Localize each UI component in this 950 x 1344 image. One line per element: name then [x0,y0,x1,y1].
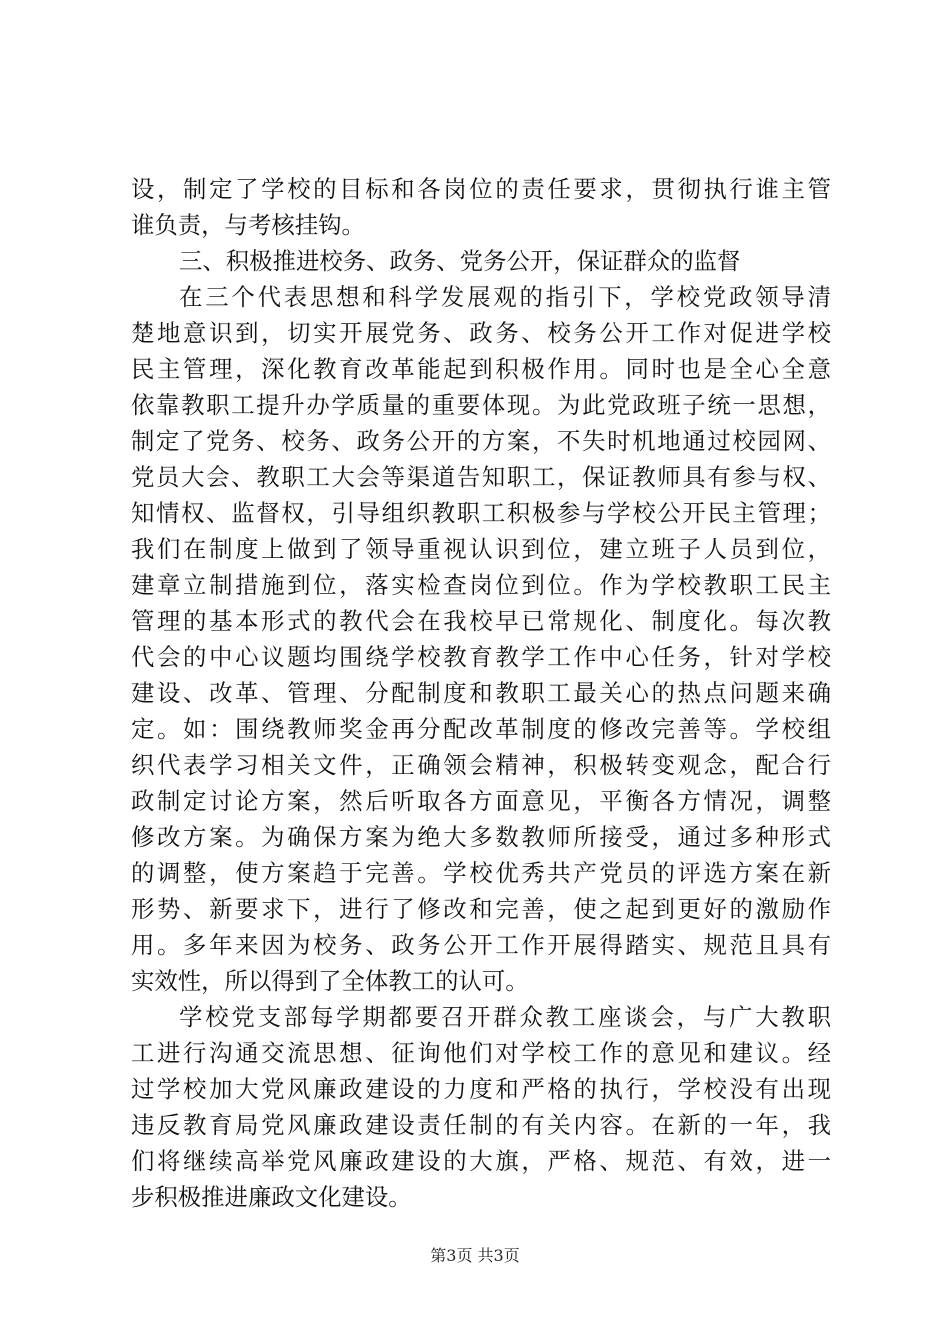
text-line: 织代表学习相关文件，正确领会精神，积极转变观念，配合行 [131,751,831,779]
text-line: 学校党支部每学期都要召开群众教工座谈会，与广大教职 [179,1003,831,1031]
text-line: 修改方案。为确保方案为绝大多数教师所接受，通过多种形式 [131,823,831,851]
text-line: 违反教育局党风廉政建设责任制的有关内容。在新的一年，我 [131,1111,831,1139]
text-line: 政制定讨论方案，然后听取各方面意见，平衡各方情况，调整 [131,787,831,815]
text-line: 谁负责，与考核挂钩。 [131,211,365,239]
text-line: 的调整，使方案趋于完善。学校优秀共产党员的评选方案在新 [131,859,831,887]
text-line: 依靠教职工提升办学质量的重要体现。为此党政班子统一思想， [131,391,831,419]
section-heading: 三、积极推进校务、政务、党务公开，保证群众的监督 [179,247,741,275]
text-line: 步积极推进廉政文化建设。 [131,1183,412,1211]
text-line: 定。如：围绕教师奖金再分配改革制度的修改完善等。学校组 [131,715,831,743]
page-number-footer: 第3页 共3页 [430,1246,520,1265]
text-line: 过学校加大党风廉政建设的力度和严格的执行，学校没有出现 [131,1075,831,1103]
text-line: 制定了党务、校务、政务公开的方案，不失时机地通过校园网、 [131,427,831,455]
text-line: 民主管理，深化教育改革能起到积极作用。同时也是全心全意 [131,355,831,383]
text-line: 在三个代表思想和科学发展观的指引下，学校党政领导清 [179,283,831,311]
text-line: 管理的基本形式的教代会在我校早已常规化、制度化。每次教 [131,607,831,635]
text-line: 实效性，所以得到了全体教工的认可。 [131,967,529,995]
text-line: 们将继续高举党风廉政建设的大旗，严格、规范、有效，进一 [131,1147,831,1175]
text-line: 我们在制度上做到了领导重视认识到位，建立班子人员到位， [131,535,831,563]
text-line: 工进行沟通交流思想、征询他们对学校工作的意见和建议。经 [131,1039,831,1067]
text-line: 党员大会、教职工大会等渠道告知职工，保证教师具有参与权、 [131,463,831,491]
text-line: 形势、新要求下，进行了修改和完善，使之起到更好的激励作 [131,895,831,923]
text-line: 知情权、监督权，引导组织教职工积极参与学校公开民主管理； [131,499,831,527]
text-line: 代会的中心议题均围绕学校教育教学工作中心任务，针对学校 [131,643,831,671]
text-line: 建章立制措施到位，落实检查岗位到位。作为学校教职工民主 [131,571,831,599]
text-line: 建设、改革、管理、分配制度和教职工最关心的热点问题来确 [131,679,831,707]
text-line: 楚地意识到，切实开展党务、政务、校务公开工作对促进学校 [131,319,831,347]
text-line: 用。多年来因为校务、政务公开工作开展得踏实、规范且具有 [131,931,831,959]
text-line: 设，制定了学校的目标和各岗位的责任要求，贯彻执行谁主管 [131,175,831,203]
document-body [131,171,831,1215]
